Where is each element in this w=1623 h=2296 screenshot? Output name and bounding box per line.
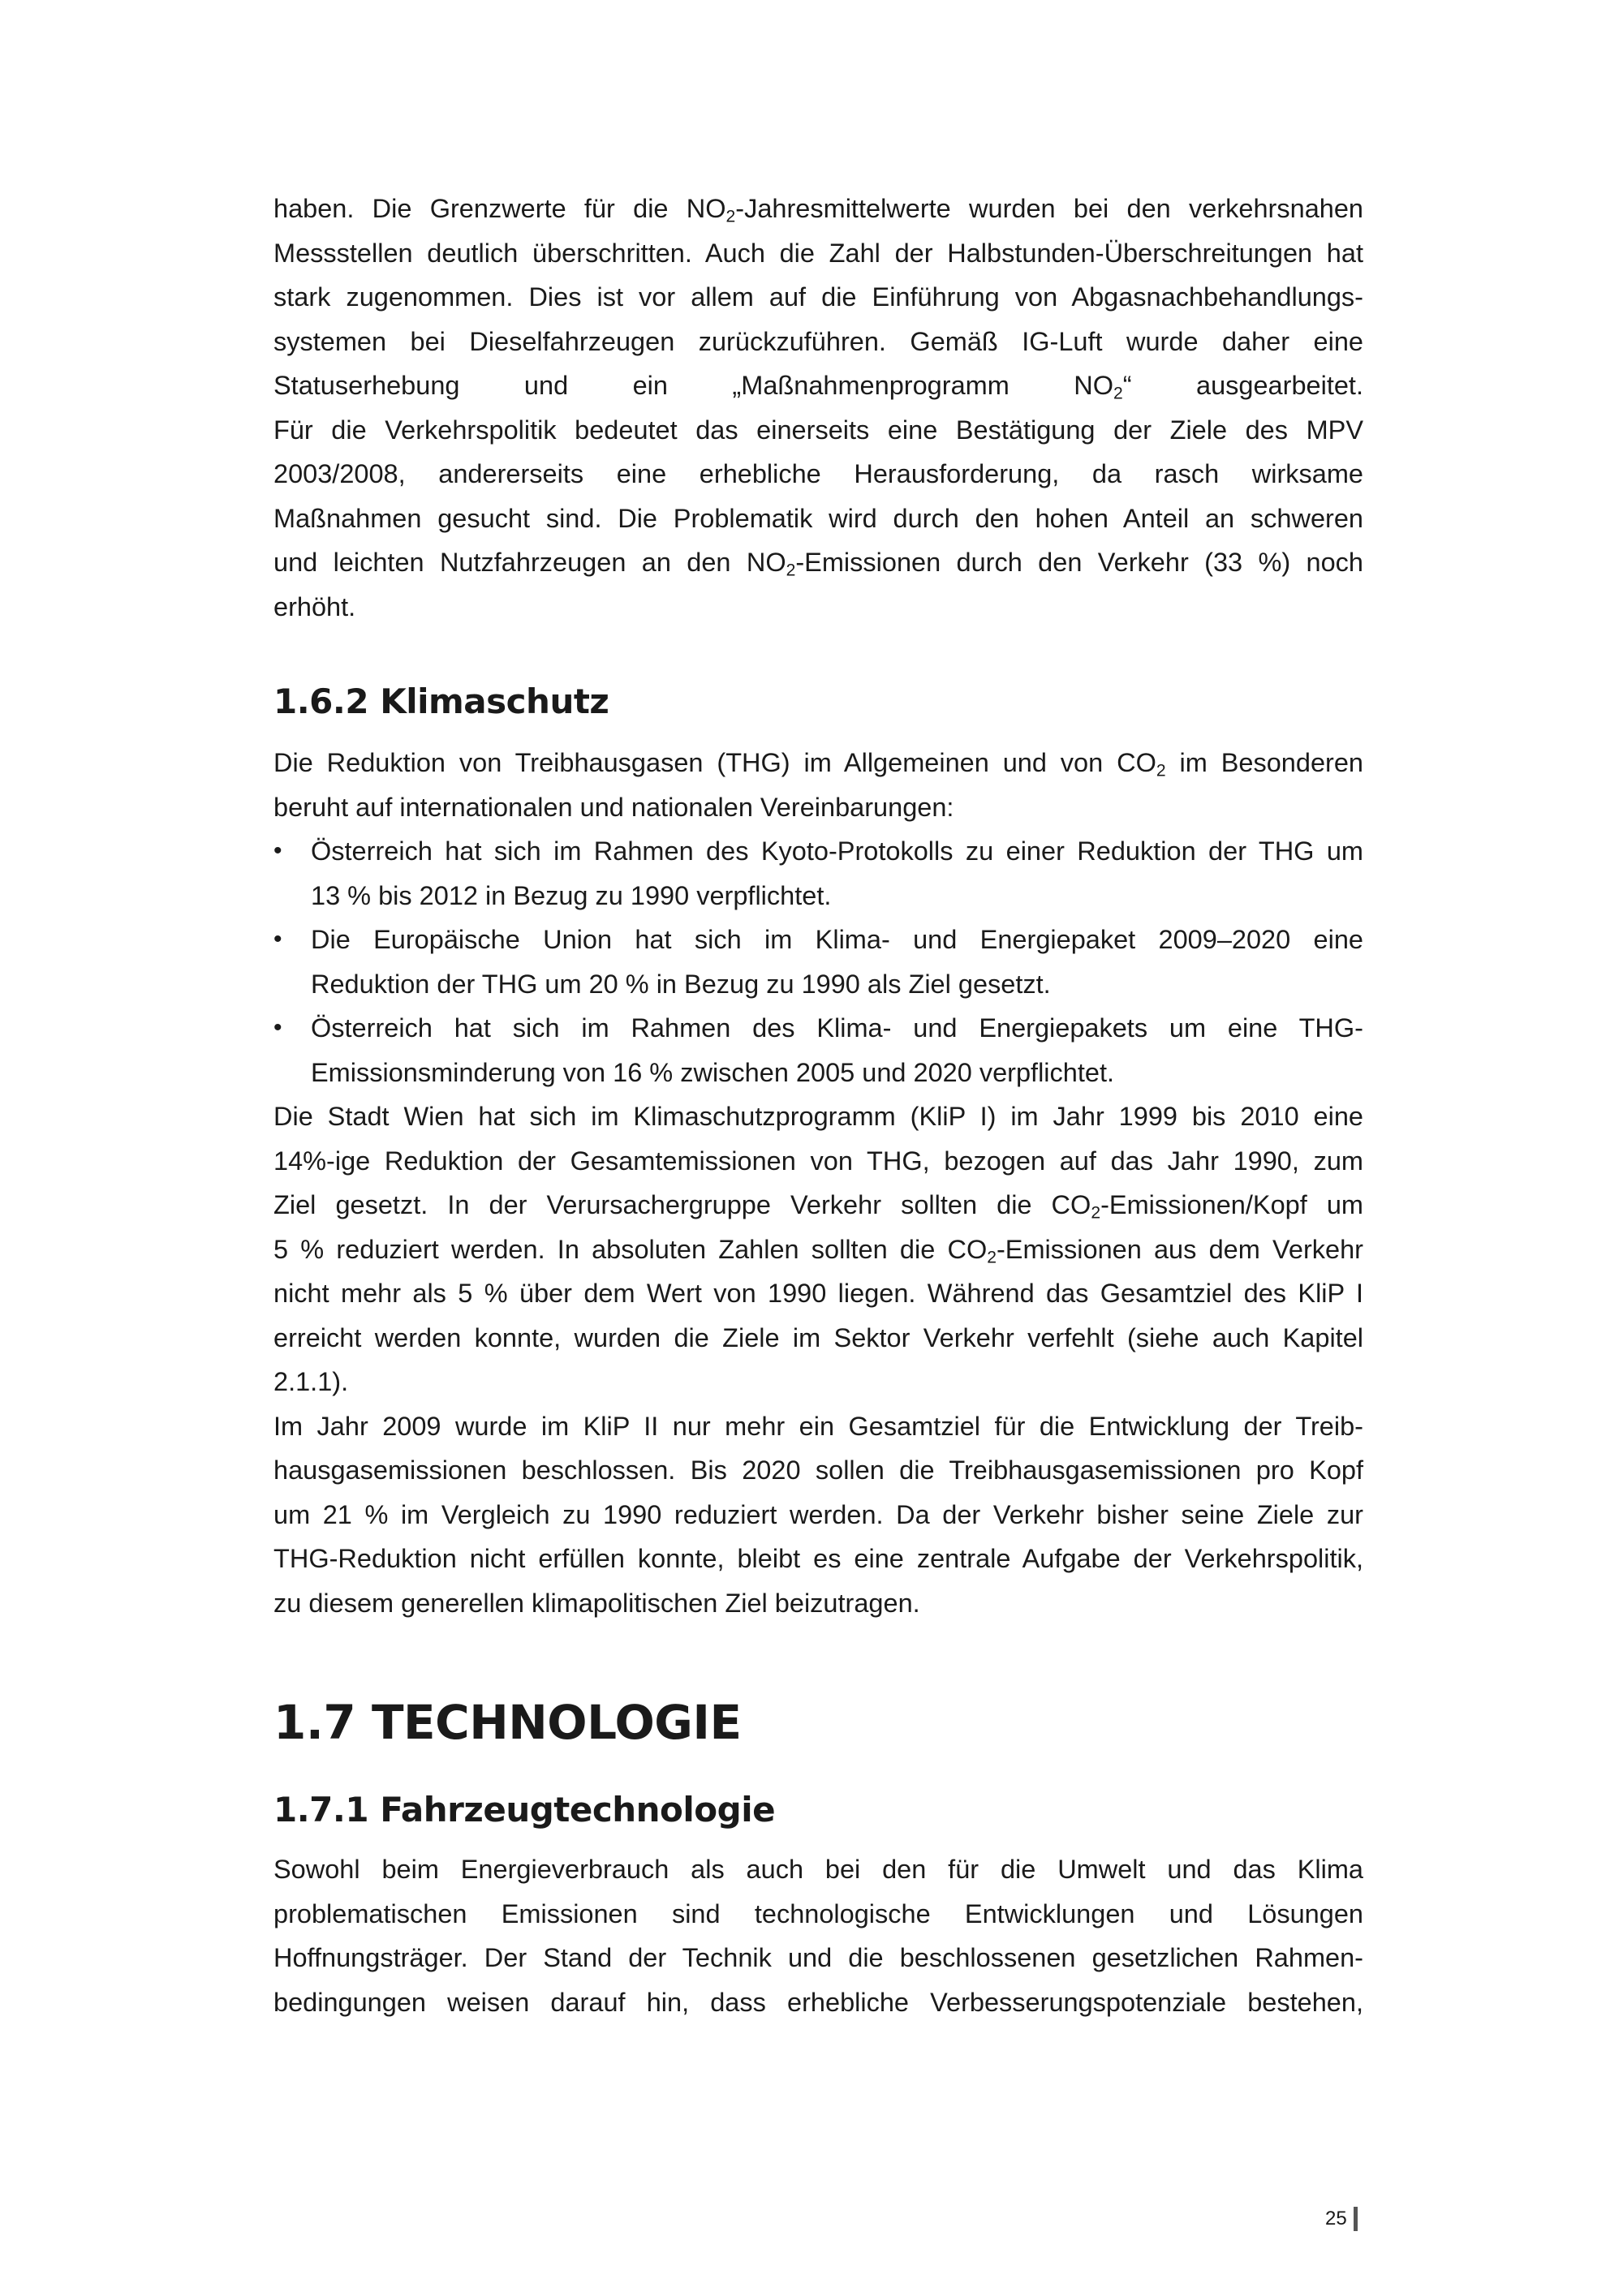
text-line: THG-Reduktion nicht erfüllen konnte, bleibt es eine zentrale Aufgabe der Verkehrspolitik, [273, 1544, 1363, 1573]
page-content [273, 187, 1363, 2024]
vehicle-technology-paragraph [273, 1847, 1363, 2024]
subscript: 2 [1113, 384, 1123, 403]
text-line: Reduktion der THG um 20 % in Bezug zu 1990 als Ziel gesetzt. [311, 969, 1051, 999]
traffic-policy-paragraph [273, 408, 1363, 630]
climate-intro-paragraph [273, 741, 1363, 829]
bullet-icon: • [273, 837, 282, 864]
text-line: Hoffnungsträger. Der Stand der Technik und die beschlossenen gesetzlichen Rahmen- [273, 1943, 1363, 1972]
text-line: um 21 % im Vergleich zu 1990 reduziert werden. Da der Verkehr bisher seine Ziele zur [273, 1499, 1363, 1529]
bullet-icon: • [273, 926, 282, 952]
intro-paragraph [273, 187, 1363, 408]
text-line: Für die Verkehrspolitik bedeutet das einerseits eine Bestätigung der Ziele des MPV [273, 415, 1363, 445]
text-line: 2.1.1). [273, 1367, 349, 1396]
text-line: Die Europäische Union hat sich im Klima- und Energiepaket 2009–2020 eine [311, 925, 1363, 954]
text-line: systemen bei Dieselfahrzeugen zurückzuführen. Gemäß IG-Luft wurde daher eine [273, 326, 1363, 356]
bullet-text [311, 1006, 1363, 1094]
text-line: Maßnahmen gesucht sind. Die Problematik wird durch den hohen Anteil an schweren [273, 503, 1363, 533]
bullet-text [311, 918, 1363, 1006]
klip2-paragraph [273, 1404, 1363, 1626]
subscript: 2 [1156, 761, 1166, 780]
text-line: 14%-ige Reduktion der Gesamtemissionen von THG, bezogen auf das Jahr 1990, zum [273, 1146, 1363, 1176]
text-line: 2003/2008, andererseits eine erhebliche Herausforderung, da rasch wirksame [273, 459, 1363, 488]
text-line: hausgasemissionen beschlossen. Bis 2020 sollen die Treibhausgasemissionen pro Kopf [273, 1455, 1363, 1485]
text-line: Messstellen deutlich überschritten. Auch die Zahl der Halbstunden-Überschreitungen hat [273, 238, 1363, 268]
text-line: Emissionsminderung von 16 % zwischen 2005 und 2020 verpflichtet. [311, 1057, 1115, 1087]
text-line: erreicht werden konnte, wurden die Ziele im Sektor Verkehr verfehlt (siehe auch Kapitel [273, 1322, 1363, 1352]
text-line: Ziel gesetzt. In der Verursachergruppe Verkehr sollten die $CO_2-Emissionen$/Kopf um [273, 1190, 1363, 1223]
text-line: stark zugenommen. Dies ist vor allem auf die Einführung von Abgasnachbehandlungs- [273, 282, 1363, 312]
list-item [273, 829, 1363, 918]
bullet-text [311, 829, 1363, 918]
vienna-klip-paragraph [273, 1094, 1363, 1404]
subscript: 2 [987, 1247, 997, 1266]
text-line: Statuserhebung und ein „Maßnahmenprogramm $NO_2“$ ausgearbeitet. [273, 371, 1363, 403]
text-line: zu diesem generellen klimapolitischen Ziel beizutragen. [273, 1588, 920, 1618]
text-line: Österreich hat sich im Rahmen des Kyoto-Protokolls zu einer Reduktion der THG um [311, 836, 1363, 866]
text-line: nicht mehr als 5 % über dem Wert von 1990 liegen. Während das Gesamtziel des KliP I [273, 1279, 1363, 1308]
text-line: haben. Die Grenzwerte für die $NO_2$-Jahresmittelwerte wurden bei den verkehrsnahen [273, 194, 1363, 226]
subscript: 2 [786, 561, 796, 580]
bullet-icon: • [273, 1014, 282, 1041]
subscript: 2 [725, 207, 736, 226]
page-number: 25 [1325, 2207, 1358, 2231]
climate-agreements-list [273, 829, 1363, 1094]
text-line: Im Jahr 2009 wurde im KliP II nur mehr ein Gesamtziel für die Entwicklung der Treib- [273, 1411, 1363, 1441]
list-item [273, 918, 1363, 1006]
heading-klimaschutz: 1.6.2 Klimaschutz [273, 681, 609, 721]
text-line: bedingungen weisen darauf hin, dass erhebliche Verbesserungspotenziale bestehen, [273, 1987, 1363, 2017]
subscript: 2 [1091, 1203, 1101, 1223]
text-line: Die Stadt Wien hat sich im Klimaschutzprogramm (KliP I) im Jahr 1999 bis 2010 eine [273, 1102, 1363, 1131]
text-line: beruht auf internationalen und nationalen Vereinbarungen: [273, 792, 954, 822]
text-line: und leichten Nutzfahrzeugen an den $NO_2$-Emissionen durch den Verkehr (33 %) noch [273, 548, 1363, 580]
list-item [273, 1006, 1363, 1094]
text-line: problematischen Emissionen sind technologische Entwicklungen und Lösungen [273, 1898, 1363, 1928]
heading-technologie: 1.7 TECHNOLOGIE [273, 1695, 742, 1750]
text-line: Die Reduktion von Treibhausgasen (THG) im Allgemeinen und von $CO_2$ im Besonderen [273, 748, 1363, 780]
text-line: Österreich hat sich im Rahmen des Klima- und Energiepakets um eine THG- [311, 1013, 1363, 1043]
text-line: 13 % bis 2012 in Bezug zu 1990 verpflichtet. [311, 880, 832, 910]
heading-fahrzeugtechnologie: 1.7.1 Fahrzeugtechnologie [273, 1790, 776, 1829]
text-line: 5 % reduziert werden. In absoluten Zahlen sollten die $CO_2$-Emissionen aus dem Verkehr [273, 1234, 1363, 1266]
text-line: Sowohl beim Energieverbrauch als auch bei den für die Umwelt und das Klima [273, 1855, 1363, 1884]
text-line: erhöht. [273, 591, 356, 621]
